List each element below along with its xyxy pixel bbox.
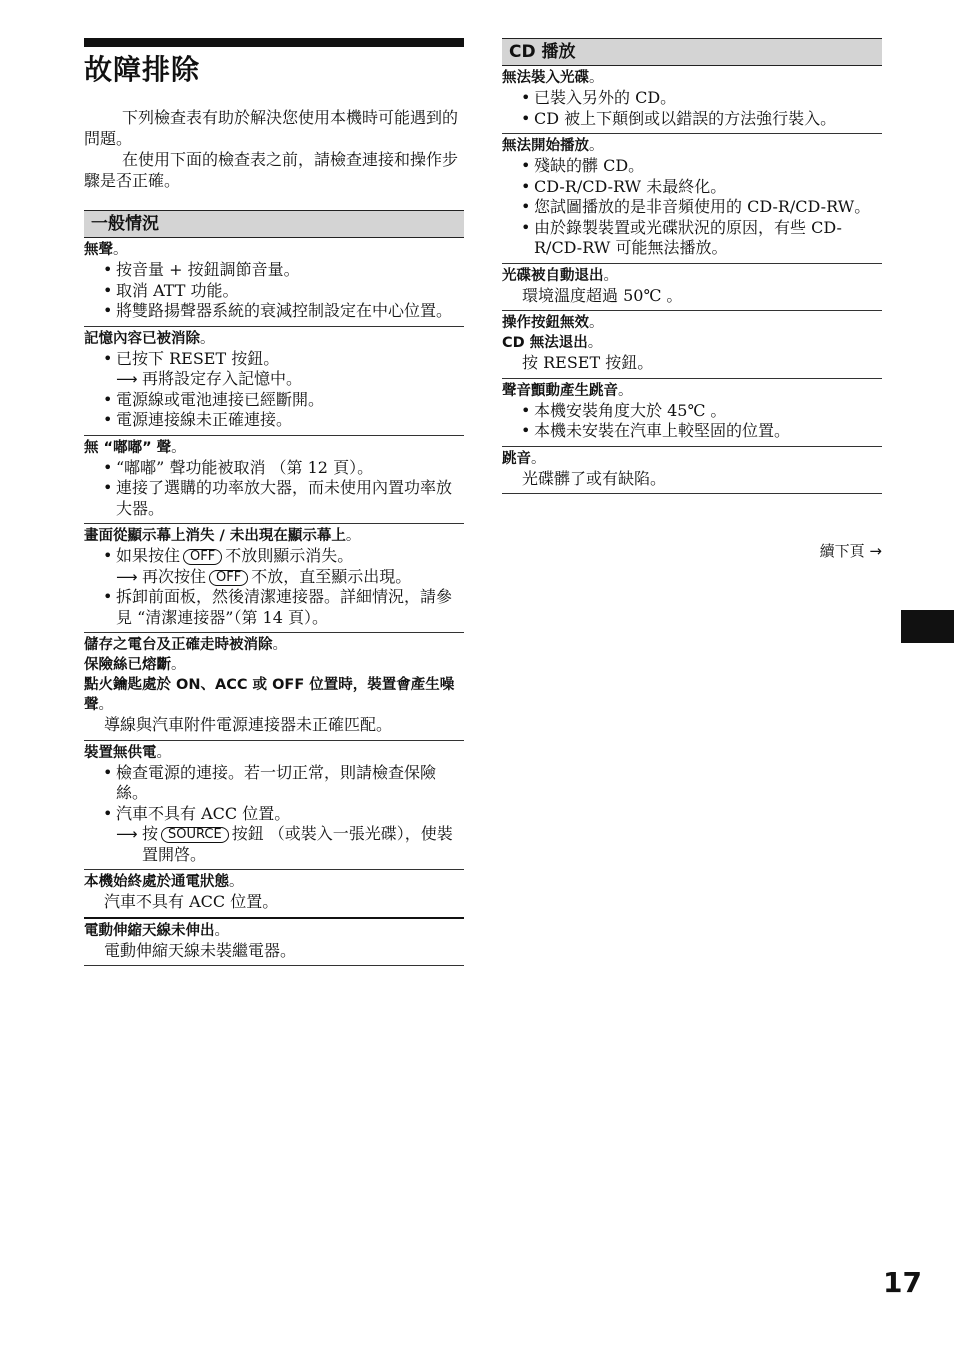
- off-button-label: OFF: [183, 549, 222, 565]
- solution-list: [84, 587, 464, 628]
- problem-title: 保險絲已熔斷。: [84, 657, 186, 673]
- list-item: • 如果按住 OFF 不放則顯示消失。: [84, 546, 464, 567]
- entry-vibration: [502, 379, 882, 447]
- entry-antenna: [84, 919, 464, 967]
- entry-no-beep: [84, 436, 464, 525]
- problem-title: 點火鑰匙處於 ON、ACC 或 OFF 位置時，裝置會產生噪聲。: [84, 677, 455, 713]
- section-heading-general: 一般情況: [84, 210, 464, 238]
- entry-stations-erased: [84, 633, 464, 741]
- list-item: • 由於錄製裝置或光碟狀況的原因，有些 CD-R/CD-RW 可能無法播放。: [502, 218, 882, 259]
- solution-text: 按 RESET 按鈕。: [522, 353, 654, 372]
- entry-cannot-play: [502, 134, 882, 264]
- list-item: • 取消 ATT 功能。: [84, 281, 464, 302]
- solution-list: [84, 763, 464, 825]
- list-item: • 檢查電源的連接。若一切正常，則請檢查保險絲。: [84, 763, 464, 804]
- solution-list: [84, 260, 464, 322]
- problem-title: 記憶內容已被消除。: [84, 330, 215, 347]
- list-item: • CD 被上下顛倒或以錯誤的方法強行裝入。: [502, 109, 882, 130]
- problem-title: 無 “嘟嘟” 聲。: [84, 439, 186, 456]
- solution-list: [502, 88, 882, 129]
- problem-title: 裝置無供電。: [84, 744, 171, 761]
- list-item: • 汽車不具有 ACC 位置。: [84, 804, 464, 825]
- solution-text: 光碟髒了或有缺陷。: [522, 468, 667, 488]
- solution-text: 汽車不具有 ACC 位置。: [104, 892, 279, 911]
- entry-no-power: [84, 741, 464, 871]
- intro-text: [84, 107, 464, 191]
- problem-title: 畫面從顯示幕上消失 / 未出現在顯示幕上。: [84, 528, 361, 544]
- entry-buttons: [502, 311, 882, 379]
- chapter-tab: [901, 610, 954, 643]
- entry-no-sound: [84, 238, 464, 327]
- list-item: • 連接了選購的功率放大器，而未使用內置功率放大器。: [84, 478, 464, 519]
- continued-note: 續下頁 →: [819, 542, 882, 560]
- problem-title: 本機始終處於通電狀態。: [84, 874, 244, 890]
- solution-text: 電動伸縮天線未裝繼電器。: [104, 940, 297, 960]
- problem-title: 聲音顫動產生跳音。: [502, 382, 633, 399]
- right-arrow-icon: ⟶: [116, 825, 138, 843]
- right-arrow-icon: ⟶: [116, 567, 138, 586]
- solution-list: [84, 458, 464, 520]
- list-item: • 電源線或電池連接已經斷開。: [84, 390, 464, 411]
- source-button-label: SOURCE: [161, 827, 229, 843]
- list-item: • 您試圖播放的是非音頻使用的 CD-R/CD-RW。: [502, 197, 882, 218]
- arrow-note: ⟶ 再次按住 OFF 不放，直至顯示出現。: [116, 566, 412, 586]
- list-item: • 已按下 RESET 按鈕。: [84, 349, 464, 370]
- problem-title: 光碟被自動退出。: [502, 267, 618, 284]
- problem-title: 無法裝入光碟。: [502, 70, 604, 86]
- right-arrow-icon: ⟶: [116, 370, 138, 388]
- solution-text: 環境溫度超過 50℃ 。: [522, 285, 683, 305]
- entry-display: [84, 524, 464, 633]
- list-item: • 殘缺的髒 CD。: [502, 156, 882, 177]
- arrow-note: ⟶ 再將設定存入記憶中。: [116, 369, 303, 388]
- section-heading-cd: CD 播放: [502, 38, 882, 66]
- page-number: 17: [883, 1266, 922, 1299]
- arrow-note: ⟶ 按 SOURCE 按鈕 （或裝入一張光碟），使裝置開啓。: [116, 824, 453, 864]
- page-title: 故障排除: [84, 53, 201, 86]
- list-item: • 已裝入另外的 CD。: [502, 88, 882, 109]
- list-item: • 按音量 + 按鈕調節音量。: [84, 260, 464, 281]
- entry-skip: [502, 447, 882, 495]
- problem-title: CD 無法退出。: [502, 335, 603, 351]
- solution-list: [502, 401, 882, 442]
- entry-memory-erased: [84, 327, 464, 436]
- problem-title: 儲存之電台及正確走時被消除。: [84, 637, 287, 653]
- list-item: • CD-R/CD-RW 未最終化。: [502, 177, 882, 198]
- intro-paragraph-1: 下列檢查表有助於解決您使用本機時可能遇到的問題。: [84, 108, 459, 148]
- problem-title: 無法開始播放。: [502, 138, 604, 154]
- problem-title: 操作按鈕無效。: [502, 315, 604, 331]
- problem-title: 電動伸縮天線未伸出。: [84, 922, 229, 939]
- section-cd: [502, 38, 882, 494]
- problem-title: 無聲。: [84, 242, 128, 258]
- entry-auto-eject: [502, 264, 882, 312]
- solution-list: [502, 156, 882, 259]
- entry-cannot-insert: [502, 66, 882, 134]
- list-item: • 拆卸前面板，然後清潔連接器。詳細情況，請參見 “清潔連接器”（第 14 頁）。: [84, 587, 464, 628]
- problem-title: 跳音。: [502, 450, 546, 467]
- intro-paragraph-2: 在使用下面的檢查表之前，請檢查連接和操作步驟是否正確。: [84, 150, 459, 190]
- entry-always-on: [84, 870, 464, 919]
- off-button-label: OFF: [209, 570, 248, 586]
- list-item: • 本機未安裝在汽車上較堅固的位置。: [502, 421, 882, 442]
- list-item: • 電源連接線未正確連接。: [84, 410, 464, 431]
- solution-list: [84, 349, 464, 370]
- solution-list: [84, 390, 464, 431]
- list-item: • 將雙路揚聲器系統的衰減控制設定在中心位置。: [84, 301, 464, 322]
- list-item: • 本機安裝角度大於 45℃ 。: [502, 401, 882, 422]
- solution-list: [84, 546, 464, 567]
- solution-text: 導線與汽車附件電源連接器未正確匹配。: [104, 715, 393, 734]
- list-item: • “嘟嘟” 聲功能被取消 （第 12 頁）。: [84, 458, 464, 479]
- section-general: [84, 210, 464, 966]
- title-rule: [84, 38, 464, 47]
